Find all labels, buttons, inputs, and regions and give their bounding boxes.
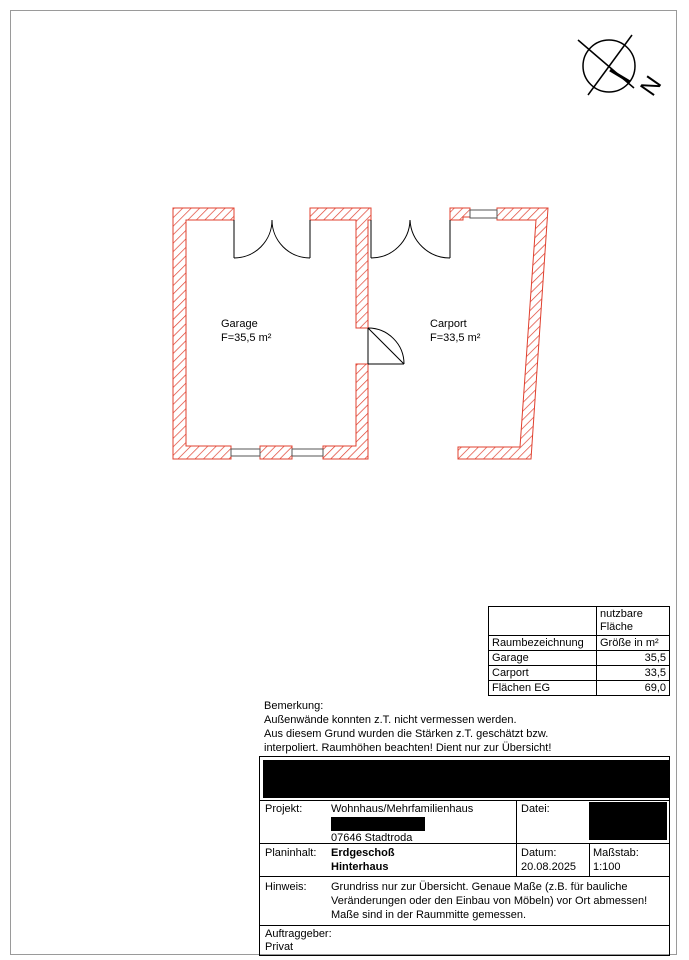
room-area-garage: F=35,5 m² (221, 332, 272, 344)
remarks-line: Außenwände konnten z.T. nicht vermessen werden. (264, 714, 517, 726)
auftraggeber-value: Privat (265, 941, 294, 953)
planinhalt-line2: Hinterhaus (331, 861, 389, 873)
projekt-label: Projekt: (265, 803, 303, 815)
area-row-name: Garage (489, 651, 597, 666)
massstab-label: Maßstab: (593, 847, 639, 859)
area-row-value: 35,5 (597, 651, 670, 666)
projekt-line1: Wohnhaus/Mehrfamilienhaus (331, 803, 474, 815)
datei-label: Datei: (521, 803, 550, 815)
datum-label: Datum: (521, 847, 557, 859)
hinweis-line: Veränderungen oder den Einbau von Möbeln) vor Ort abmessen! (331, 895, 648, 907)
redacted-file (589, 802, 667, 840)
auftraggeber-label: Auftraggeber: (265, 928, 332, 940)
area-row-name: Flächen EG (489, 681, 597, 696)
north-label: N (635, 71, 668, 101)
room-label-garage: Garage (221, 318, 258, 330)
carport-window (470, 210, 497, 218)
room-label-carport: Carport (430, 318, 467, 330)
massstab-value: 1:100 (593, 861, 621, 873)
table-row (489, 666, 670, 681)
hinweis-line: Grundriss nur zur Übersicht. Genaue Maße (z.B. für bauliche (331, 881, 628, 893)
redacted-address (331, 817, 425, 831)
remarks (264, 699, 551, 755)
north-arrow-icon (578, 35, 635, 95)
datum-value: 20.08.2025 (521, 861, 577, 873)
redacted-header (263, 760, 669, 798)
garage-walls (173, 208, 371, 459)
remarks-heading: Bemerkung: (264, 700, 324, 712)
table-row (489, 681, 670, 696)
room-area-carport: F=33,5 m² (430, 332, 481, 344)
title-block (259, 756, 670, 956)
table-row (489, 651, 670, 666)
projekt-line3: 07646 Stadtroda (331, 832, 413, 844)
area-table-header-top: nutzbare Fläche (597, 607, 670, 636)
area-table-col-size: Größe in m² (597, 636, 670, 651)
remarks-line: Aus diesem Grund wurden die Stärken z.T. geschätzt bzw. (264, 728, 549, 740)
remarks-line: interpoliert. Raumhöhen beachten! Dient nur zur Übersicht! (264, 742, 552, 754)
area-table-col-room: Raumbezeichnung (489, 636, 597, 651)
planinhalt-line1: Erdgeschoß (331, 847, 395, 859)
area-row-name: Carport (489, 666, 597, 681)
area-row-value: 33,5 (597, 666, 670, 681)
hinweis-label: Hinweis: (265, 881, 307, 893)
area-row-value: 69,0 (597, 681, 670, 696)
hinweis-line: Maße sind in der Raummitte gemessen. (331, 909, 527, 921)
area-table (488, 606, 670, 696)
planinhalt-label: Planinhalt: (265, 847, 317, 859)
